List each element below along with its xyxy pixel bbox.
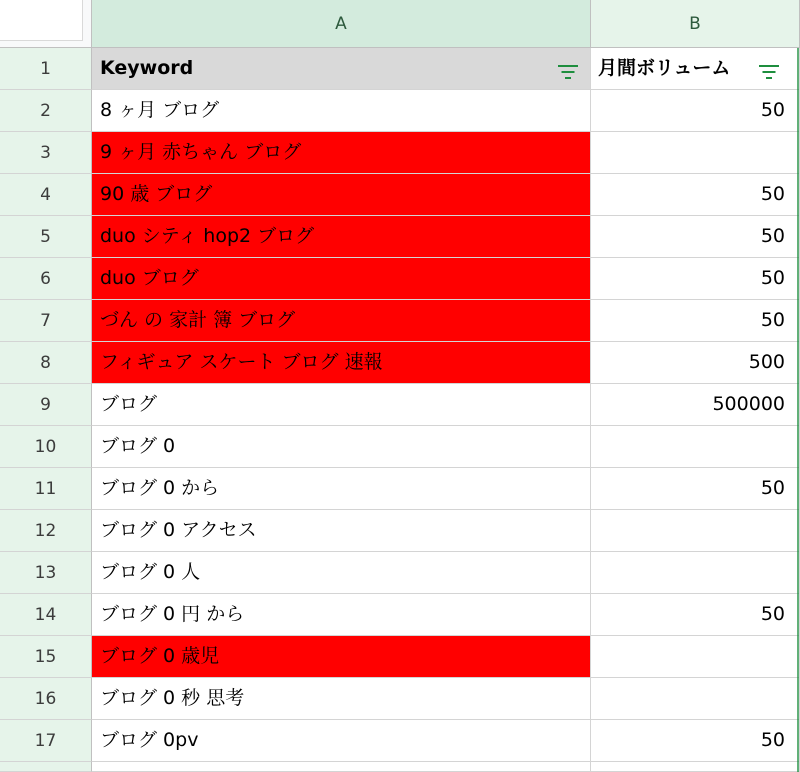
keyword-header-cell[interactable] <box>92 48 591 90</box>
volume-cell[interactable] <box>591 720 800 762</box>
volume-cell[interactable] <box>591 594 800 636</box>
row-number: 16 <box>34 689 57 709</box>
column-header-a[interactable] <box>92 0 591 48</box>
volume-cell[interactable] <box>591 216 800 258</box>
row-header[interactable] <box>0 720 92 762</box>
column-header-b-label: B <box>689 14 701 34</box>
row-number: 1 <box>40 59 51 79</box>
keyword-cell[interactable] <box>92 342 591 384</box>
keyword-text: 9 ヶ月 赤ちゃん ブログ <box>100 141 302 163</box>
filter-icon[interactable] <box>557 64 579 80</box>
row-number: 4 <box>40 185 51 205</box>
row-number: 6 <box>40 269 51 289</box>
volume-cell[interactable] <box>591 384 800 426</box>
row-number: 8 <box>40 353 51 373</box>
keyword-header-label: Keyword <box>100 57 194 79</box>
keyword-text: ブログ 0 から <box>100 477 220 499</box>
keyword-text: フィギュア スケート ブログ 速報 <box>100 351 383 373</box>
volume-cell[interactable] <box>591 510 800 552</box>
row-number: 2 <box>40 101 51 121</box>
keyword-text: duo ブログ <box>100 267 199 289</box>
row-number: 3 <box>40 143 51 163</box>
keyword-cell[interactable] <box>92 384 591 426</box>
volume-cell[interactable] <box>591 636 800 678</box>
keyword-cell[interactable] <box>92 552 591 594</box>
volume-cell[interactable] <box>591 132 800 174</box>
volume-header-cell[interactable] <box>591 48 800 90</box>
keyword-cell[interactable] <box>92 678 591 720</box>
row-number: 11 <box>34 479 57 499</box>
row-header[interactable] <box>0 384 92 426</box>
row-number: 12 <box>34 521 57 541</box>
row-header[interactable] <box>0 258 92 300</box>
row-header[interactable] <box>0 762 92 772</box>
row-header[interactable] <box>0 342 92 384</box>
keyword-cell[interactable] <box>92 216 591 258</box>
volume-value: 50 <box>760 603 785 625</box>
row-header[interactable] <box>0 132 92 174</box>
volume-cell[interactable] <box>591 258 800 300</box>
row-header[interactable] <box>0 426 92 468</box>
row-header[interactable] <box>0 90 92 132</box>
row-header[interactable] <box>0 174 92 216</box>
keyword-text: づん の 家計 簿 ブログ <box>100 309 296 331</box>
keyword-text: ブログ 0 アクセス <box>100 519 257 541</box>
keyword-text: ブログ 0pv <box>100 729 199 751</box>
row-number: 17 <box>34 731 57 751</box>
keyword-cell[interactable] <box>92 90 591 132</box>
keyword-text: 90 歳 ブログ <box>100 183 213 205</box>
row-number: 13 <box>34 563 57 583</box>
volume-cell[interactable] <box>591 678 800 720</box>
row-header[interactable] <box>0 468 92 510</box>
volume-cell[interactable] <box>591 552 800 594</box>
row-header[interactable] <box>0 48 92 90</box>
volume-value: 50 <box>760 183 785 205</box>
volume-value: 50 <box>760 225 785 247</box>
volume-cell[interactable] <box>591 342 800 384</box>
volume-cell[interactable] <box>591 90 800 132</box>
keyword-cell[interactable] <box>92 762 591 772</box>
row-header[interactable] <box>0 510 92 552</box>
row-header[interactable] <box>0 594 92 636</box>
keyword-cell[interactable] <box>92 720 591 762</box>
column-header-a-label: A <box>335 14 347 34</box>
row-header[interactable] <box>0 216 92 258</box>
keyword-text: ブログ 0 円 から <box>100 603 245 625</box>
row-number: 5 <box>40 227 51 247</box>
row-number: 9 <box>40 395 51 415</box>
volume-cell[interactable] <box>591 468 800 510</box>
filter-icon[interactable] <box>758 64 780 80</box>
keyword-text: ブログ 0 秒 思考 <box>100 687 245 709</box>
row-number: 10 <box>34 437 57 457</box>
row-header[interactable] <box>0 636 92 678</box>
keyword-text: ブログ 0 人 <box>100 561 201 583</box>
row-header[interactable] <box>0 300 92 342</box>
row-header[interactable] <box>0 552 92 594</box>
keyword-cell[interactable] <box>92 258 591 300</box>
row-number: 7 <box>40 311 51 331</box>
volume-value: 50 <box>760 477 785 499</box>
volume-cell[interactable] <box>591 300 800 342</box>
volume-header-label: 月間ボリューム <box>598 57 731 79</box>
volume-value: 50 <box>760 309 785 331</box>
keyword-text: ブログ 0 <box>100 435 176 457</box>
keyword-cell[interactable] <box>92 426 591 468</box>
row-number: 15 <box>34 647 57 667</box>
volume-value: 50 <box>760 267 785 289</box>
name-box[interactable] <box>0 0 83 41</box>
select-all-corner[interactable] <box>0 0 92 48</box>
volume-cell[interactable] <box>591 174 800 216</box>
volume-value: 50 <box>760 729 785 751</box>
keyword-cell[interactable] <box>92 174 591 216</box>
keyword-cell[interactable] <box>92 510 591 552</box>
column-header-b[interactable] <box>591 0 800 48</box>
keyword-text: ブログ <box>100 393 158 415</box>
keyword-cell[interactable] <box>92 636 591 678</box>
volume-cell[interactable] <box>591 426 800 468</box>
keyword-cell[interactable] <box>92 300 591 342</box>
row-number: 14 <box>34 605 57 625</box>
volume-value: 500 <box>748 351 785 373</box>
keyword-cell[interactable] <box>92 132 591 174</box>
keyword-text: 8 ヶ月 ブログ <box>100 99 220 121</box>
volume-value: 50 <box>760 99 785 121</box>
keyword-text: duo シティ hop2 ブログ <box>100 225 315 247</box>
volume-value: 500000 <box>712 393 785 415</box>
keyword-cell[interactable] <box>92 468 591 510</box>
row-header[interactable] <box>0 678 92 720</box>
keyword-cell[interactable] <box>92 594 591 636</box>
volume-cell[interactable] <box>591 762 800 772</box>
keyword-text: ブログ 0 歳児 <box>100 645 220 667</box>
column-b-right-border <box>797 48 799 772</box>
